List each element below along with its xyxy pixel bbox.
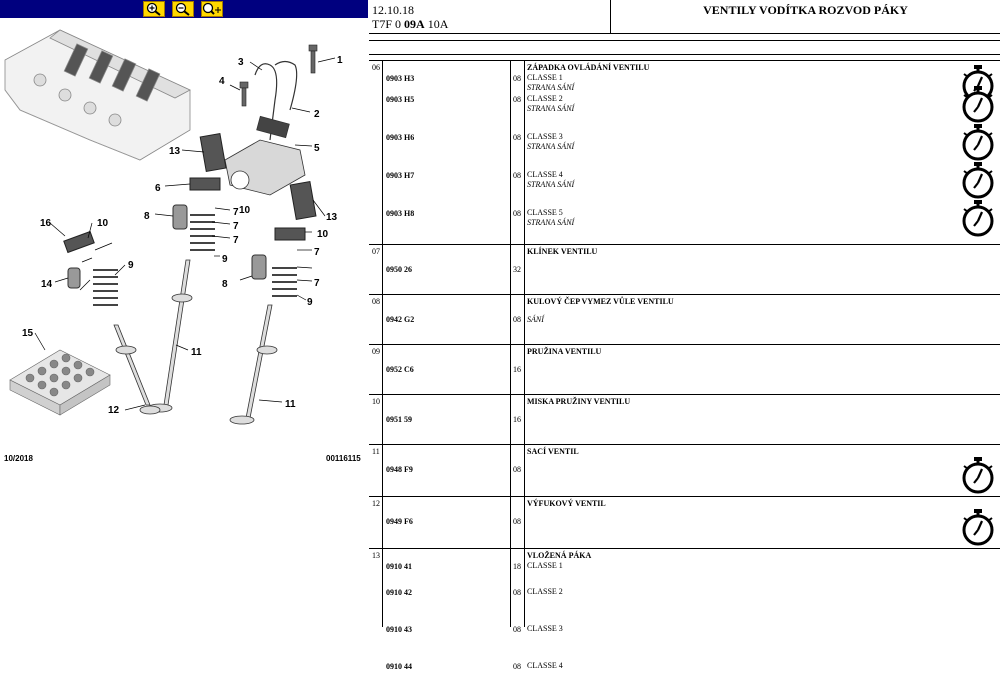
part-quantity: 32 (513, 265, 521, 274)
part-note: STRANA SÁNÍ (527, 218, 575, 227)
part-quantity: 08 (513, 662, 521, 671)
part-reference[interactable]: 0903 H7 (386, 171, 415, 180)
zoom-out-icon (175, 2, 191, 16)
part-reference[interactable]: 0910 43 (386, 625, 412, 634)
part-description: CLASSE 3 (527, 624, 563, 633)
part-callout[interactable]: 16 (40, 218, 52, 229)
cylinder-head-illustration (5, 30, 190, 160)
group-title: KLÍNEK VENTILU (527, 247, 598, 256)
part-description: CLASSE 1 (527, 561, 563, 570)
group-number: 06 (372, 63, 380, 72)
lash-adjuster-part (68, 268, 80, 288)
part-quantity: 08 (513, 133, 521, 142)
part-callout[interactable]: 11 (191, 347, 202, 358)
part-callout[interactable]: 1 (337, 55, 343, 66)
part-reference[interactable]: 0903 H5 (386, 95, 415, 104)
parts-group-row (369, 344, 1000, 395)
diagram-reference: 00116115 (326, 454, 361, 463)
part-quantity: 16 (513, 415, 521, 424)
part-callout[interactable]: 3 (238, 57, 244, 68)
zoom-in-button[interactable] (143, 1, 165, 17)
part-quantity: 18 (513, 562, 521, 571)
header-code (372, 17, 448, 32)
part-callout[interactable]: 4 (219, 76, 225, 87)
part-quantity: 08 (513, 95, 521, 104)
part-callout[interactable]: 10 (239, 205, 251, 216)
exploded-parts-diagram (0, 20, 368, 450)
labour-time-icon[interactable] (961, 199, 995, 242)
part-quantity: 08 (513, 74, 521, 83)
page-title: VENTILY VODÍTKA ROZVOD PÁKY (703, 3, 908, 17)
zoom-pan-button[interactable] (201, 1, 223, 17)
rocker-arm-part (200, 134, 226, 172)
part-callout[interactable]: 10 (97, 218, 109, 229)
valve-seal-kit-part (10, 350, 110, 415)
group-title: ZÁPADKA OVLÁDÁNÍ VENTILU (527, 63, 650, 72)
rocker-arm-part (290, 182, 316, 220)
part-note: STRANA SÁNÍ (527, 104, 575, 113)
part-reference[interactable]: 0948 F9 (386, 465, 413, 474)
parts-group-row (369, 394, 1000, 445)
zoom-in-icon (146, 2, 162, 16)
toolbar (0, 0, 368, 18)
finger-follower-part (64, 232, 94, 253)
header-date: 12.10.18 (372, 3, 414, 17)
part-description: CLASSE 4 (527, 170, 563, 179)
part-description: CLASSE 1 (527, 73, 563, 82)
part-callout[interactable]: 7 (233, 235, 239, 246)
part-callout[interactable]: 14 (41, 279, 53, 290)
diagram-pane (0, 0, 368, 627)
finger-follower-part (275, 228, 305, 240)
parts-group-row (369, 244, 1000, 295)
part-note: SÁNÍ (527, 315, 544, 324)
bracket-part (225, 116, 305, 195)
bolt-part (240, 82, 248, 106)
parts-group-row (369, 548, 1000, 699)
parts-list-pane (369, 0, 1000, 671)
part-callout[interactable]: 9 (222, 254, 228, 265)
group-number: 13 (372, 551, 380, 560)
group-title: SACÍ VENTIL (527, 447, 579, 456)
parts-group-row (369, 60, 1000, 245)
part-callout[interactable]: 2 (314, 109, 320, 120)
labour-time-icon[interactable] (961, 508, 995, 551)
part-callout[interactable]: 15 (22, 328, 34, 339)
lash-adjuster-part (173, 205, 187, 229)
part-callout[interactable]: 11 (285, 399, 296, 410)
part-quantity: 08 (513, 209, 521, 218)
group-title: KULOVÝ ČEP VYMEZ VŮLE VENTILU (527, 297, 674, 306)
part-callout[interactable]: 7 (314, 247, 320, 258)
group-title: PRUŽINA VENTILU (527, 347, 602, 356)
part-reference[interactable]: 0950 26 (386, 265, 412, 274)
part-quantity: 08 (513, 625, 521, 634)
group-number: 11 (372, 447, 380, 456)
finger-follower-part (190, 178, 220, 190)
part-reference[interactable]: 0942 G2 (386, 315, 415, 324)
part-reference[interactable]: 0910 41 (386, 562, 412, 571)
part-description: CLASSE 5 (527, 208, 563, 217)
part-reference[interactable]: 0910 44 (386, 662, 412, 671)
part-callout[interactable]: 8 (222, 279, 228, 290)
part-quantity: 08 (513, 315, 521, 324)
part-description: CLASSE 4 (527, 661, 563, 670)
part-callout[interactable]: 12 (108, 405, 120, 416)
labour-time-icon[interactable] (961, 456, 995, 499)
group-number: 08 (372, 297, 380, 306)
group-number: 12 (372, 499, 380, 508)
header (369, 0, 1000, 34)
part-description: CLASSE 3 (527, 132, 563, 141)
code-bold: 09A (404, 17, 425, 31)
part-reference[interactable]: 0910 42 (386, 588, 412, 597)
part-reference[interactable]: 0949 F6 (386, 517, 413, 526)
part-quantity: 16 (513, 365, 521, 374)
part-note: STRANA SÁNÍ (527, 142, 575, 151)
labour-time-icon[interactable] (961, 161, 995, 204)
code-prefix: T7F 0 (372, 17, 405, 31)
group-title: VLOŽENÁ PÁKA (527, 551, 592, 560)
part-quantity: 08 (513, 465, 521, 474)
group-title: VÝFUKOVÝ VENTIL (527, 499, 606, 508)
part-description: CLASSE 2 (527, 587, 563, 596)
part-reference[interactable]: 0952 C6 (386, 365, 414, 374)
part-callout[interactable]: 13 (326, 212, 338, 223)
diagram-date: 10/2018 (4, 454, 33, 463)
part-quantity: 08 (513, 171, 521, 180)
group-number: 09 (372, 347, 380, 356)
zoom-out-button[interactable] (172, 1, 194, 17)
part-description: CLASSE 2 (527, 94, 563, 103)
group-title: MISKA PRUŽINY VENTILU (527, 397, 631, 406)
code-suffix: 10A (424, 17, 449, 31)
part-reference[interactable]: 0951 59 (386, 415, 412, 424)
lash-adjuster-part (252, 255, 266, 279)
part-callout[interactable]: 9 (307, 297, 313, 308)
part-reference[interactable]: 0903 H3 (386, 74, 415, 83)
part-callout[interactable]: 7 (314, 278, 320, 289)
part-callout[interactable]: 5 (314, 143, 320, 154)
parts-table (369, 60, 1000, 671)
labour-time-icon[interactable] (961, 123, 995, 166)
part-callout[interactable]: 10 (317, 229, 329, 240)
part-callout[interactable]: 6 (155, 183, 161, 194)
part-note: STRANA SÁNÍ (527, 180, 575, 189)
part-quantity: 08 (513, 517, 521, 526)
column-header-strip (369, 40, 1000, 55)
part-callout[interactable]: 9 (128, 260, 134, 271)
group-number: 10 (372, 397, 380, 406)
parts-group-row (369, 294, 1000, 345)
parts-group-row (369, 444, 1000, 497)
labour-time-icon[interactable] (961, 85, 995, 128)
bolt-part (309, 45, 317, 73)
parts-group-row (369, 496, 1000, 549)
group-number: 07 (372, 247, 380, 256)
valve-part (114, 260, 277, 424)
part-callout[interactable]: 8 (144, 211, 150, 222)
part-callout[interactable]: 7 (233, 221, 239, 232)
zoom-pan-icon (202, 2, 222, 16)
part-reference[interactable]: 0903 H6 (386, 133, 415, 142)
part-callout[interactable]: 13 (169, 146, 181, 157)
part-reference[interactable]: 0903 H8 (386, 209, 415, 218)
part-callout[interactable]: 7 (233, 207, 239, 218)
part-quantity: 08 (513, 588, 521, 597)
part-note: STRANA SÁNÍ (527, 83, 575, 92)
